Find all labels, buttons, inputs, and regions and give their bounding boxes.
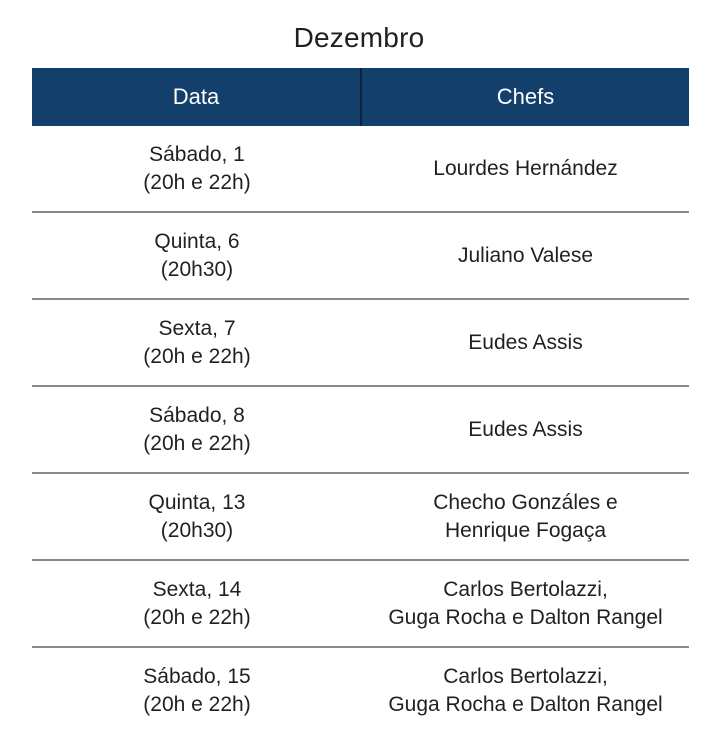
chefs-line-1: Carlos Bertolazzi, bbox=[443, 664, 608, 688]
date-cell bbox=[32, 474, 362, 559]
chefs-line-2: Henrique Fogaça bbox=[444, 518, 607, 542]
chefs-line-2: Guga Rocha e Dalton Rangel bbox=[388, 692, 663, 716]
table-row bbox=[32, 213, 689, 300]
table-row bbox=[32, 648, 689, 733]
table-header bbox=[32, 68, 689, 126]
date-day: Quinta, 13 bbox=[148, 490, 246, 514]
date-day: Sexta, 7 bbox=[158, 316, 236, 340]
table-row bbox=[32, 126, 689, 213]
chefs-line-1: Checho Gonzáles e bbox=[433, 490, 618, 514]
date-day: Quinta, 6 bbox=[154, 229, 240, 253]
date-cell bbox=[32, 561, 362, 646]
date-time: (20h30) bbox=[160, 518, 234, 542]
table-row bbox=[32, 387, 689, 474]
chefs-line-2: Guga Rocha e Dalton Rangel bbox=[388, 605, 663, 629]
date-time: (20h e 22h) bbox=[143, 170, 251, 194]
date-cell bbox=[32, 387, 362, 472]
chefs-line-1: Carlos Bertolazzi, bbox=[443, 577, 608, 601]
chefs-cell bbox=[362, 648, 689, 733]
table-row bbox=[32, 474, 689, 561]
schedule-table bbox=[32, 68, 689, 733]
date-day: Sexta, 14 bbox=[152, 577, 242, 601]
date-time: (20h e 22h) bbox=[143, 692, 251, 716]
chefs-cell bbox=[362, 561, 689, 646]
chefs-cell bbox=[362, 213, 689, 298]
table-row bbox=[32, 300, 689, 387]
date-time: (20h e 22h) bbox=[143, 344, 251, 368]
date-day: Sábado, 1 bbox=[149, 142, 245, 166]
date-cell bbox=[32, 648, 362, 733]
chefs-cell bbox=[362, 126, 689, 211]
chefs-line-1: Eudes Assis bbox=[468, 417, 583, 441]
chefs-cell bbox=[362, 474, 689, 559]
date-time: (20h e 22h) bbox=[143, 431, 251, 455]
chefs-line-1: Lourdes Hernández bbox=[433, 156, 618, 180]
header-chefs: Chefs bbox=[496, 84, 555, 109]
date-day: Sábado, 8 bbox=[149, 403, 245, 427]
header-date: Data bbox=[32, 68, 362, 126]
page-title: Dezembro bbox=[293, 22, 425, 53]
chefs-cell bbox=[362, 387, 689, 472]
date-time: (20h30) bbox=[160, 257, 234, 281]
date-day: Sábado, 15 bbox=[143, 664, 251, 688]
date-time: (20h e 22h) bbox=[143, 605, 251, 629]
date-cell bbox=[32, 126, 362, 211]
chefs-cell bbox=[362, 300, 689, 385]
date-cell bbox=[32, 300, 362, 385]
date-cell bbox=[32, 213, 362, 298]
chefs-line-1: Eudes Assis bbox=[468, 330, 583, 354]
table-row bbox=[32, 561, 689, 648]
chefs-line-1: Juliano Valese bbox=[457, 243, 594, 267]
